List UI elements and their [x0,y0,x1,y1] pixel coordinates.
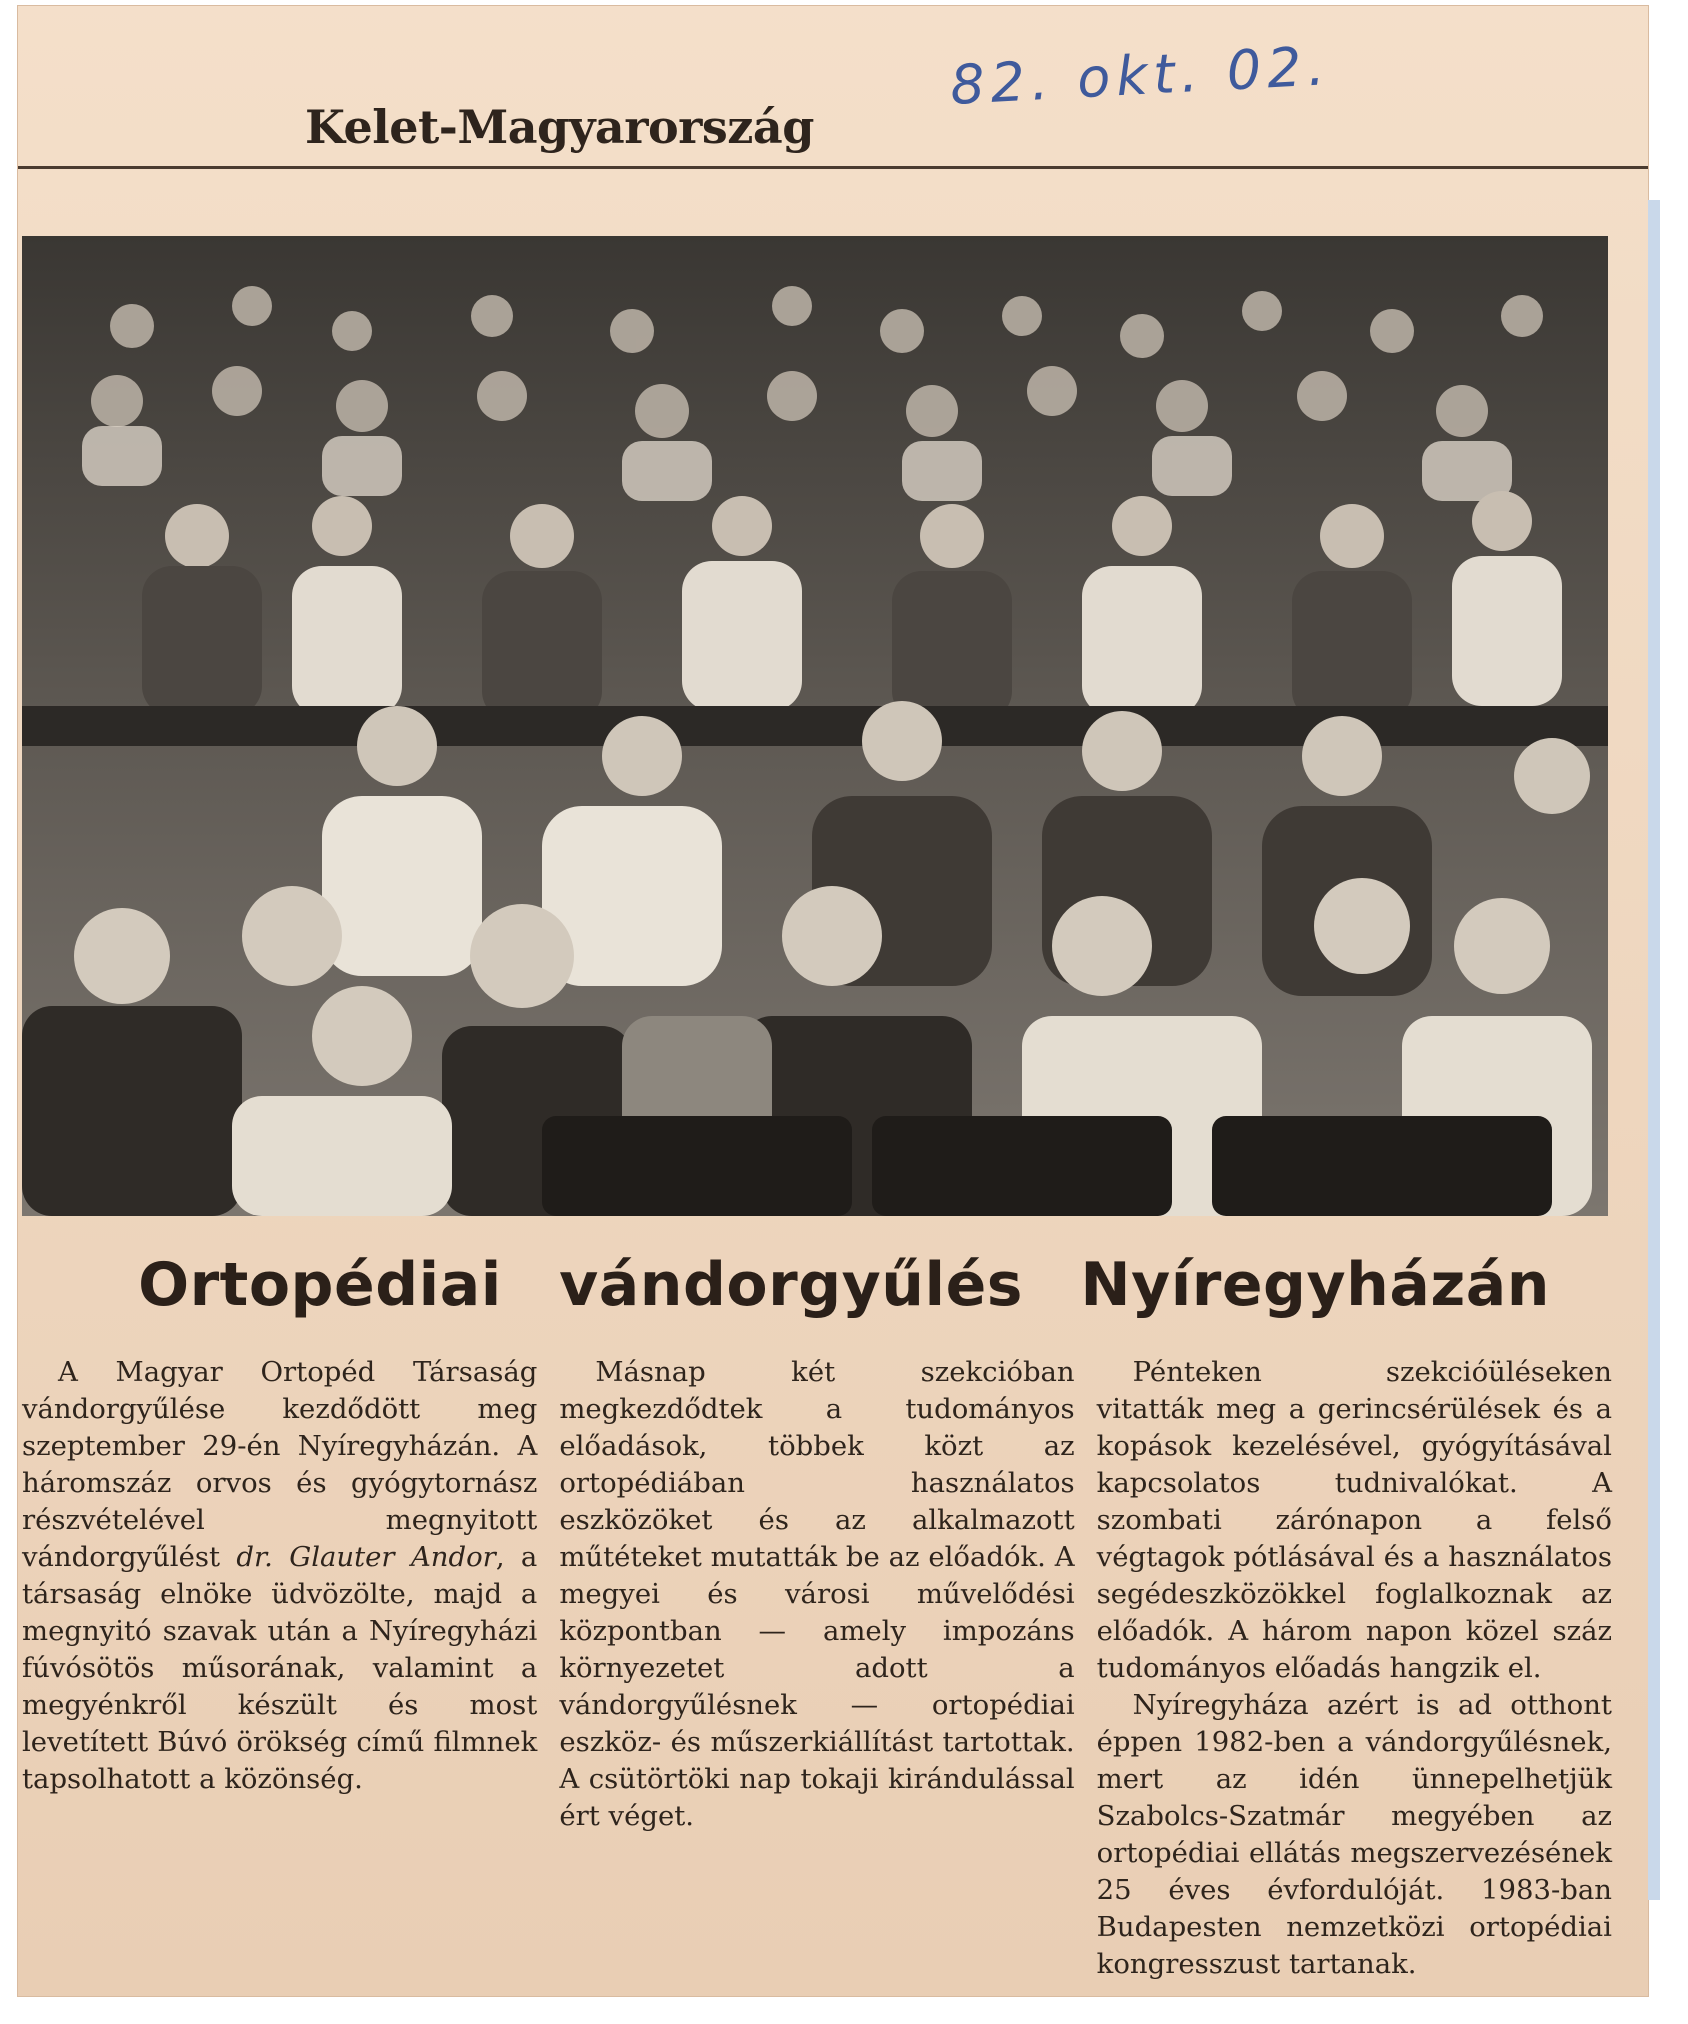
article-paragraph-2: Másnap két szekcióban megkezdődtek a tudományos előadások, többek közt az ortopédiában használatos eszközöket és az alkalmazott műtéteket mutatták be az előadók. A megyei és városi művelődési központban — amely impozáns környezetet adott a vándorgyűlésnek — ortopédiai eszköz- és műszerkiállítást tartottak. A csütörtöki nap tokaji kirándulással ért véget. [559,1356,1075,1832]
president-name: dr. Glauter Andor [236,1541,496,1573]
article-column-3 [1096,1354,1612,1980]
paragraph-1-text-end: , a társaság elnöke üdvözölte, majd a megnyitó szavak után a Nyíregyházi fúvósötös műsorának, valamint a megyénkről készült és most levetített Búvó örökség című filmnek tapsolhatott a közönség. [22,1541,538,1795]
paper-edge [1648,200,1660,1900]
article-paragraph-4: Nyíregyháza azért is ad otthont éppen 1982-ben a vándorgyűlésnek, mert az idén ünnepelhetjük Szabolcs-Szatmár megyében az ortopédiai ellátás megszervezésének 25 éves évfordulóját. 1983-ban Budapesten nemzetközi ortopédiai kongresszust tartanak. [1096,1689,1612,1980]
handwritten-date: 82. okt. 02. [948,34,1333,117]
newspaper-masthead: Kelet-Magyarország [305,100,814,154]
article-headline: Ortopédiai vándorgyűlés Nyíregyházán [138,1250,1550,1320]
audience-photo-icon [22,236,1608,1216]
paragraph-1-text: A Magyar Ortopéd Társaság vándorgyűlése kezdődött meg szeptember 29-én Nyíregyházán. A háromszáz orvos és gyógytornász részvételével megnyitott vándorgyűlést [22,1356,538,1573]
article-paragraph-1 [22,1354,537,1798]
audience-photo [22,236,1608,1216]
article-paragraph-3: Pénteken szekcióüléseken vitatták meg a gerincsérülések és a kopások kezelésével, gyógyításával kapcsolatos tudnivalókat. A szombati zárónapon a felső végtagok pótlásával és a használatos segédeszközökkel foglalkoznak az előadók. A három napon közel száz tudományos előadás hangzik el. [1096,1356,1612,1684]
article-column-2 [559,1354,1074,1964]
article-column-1 [22,1354,537,1964]
article-body [22,1354,1612,1980]
masthead-rule [18,166,1648,169]
